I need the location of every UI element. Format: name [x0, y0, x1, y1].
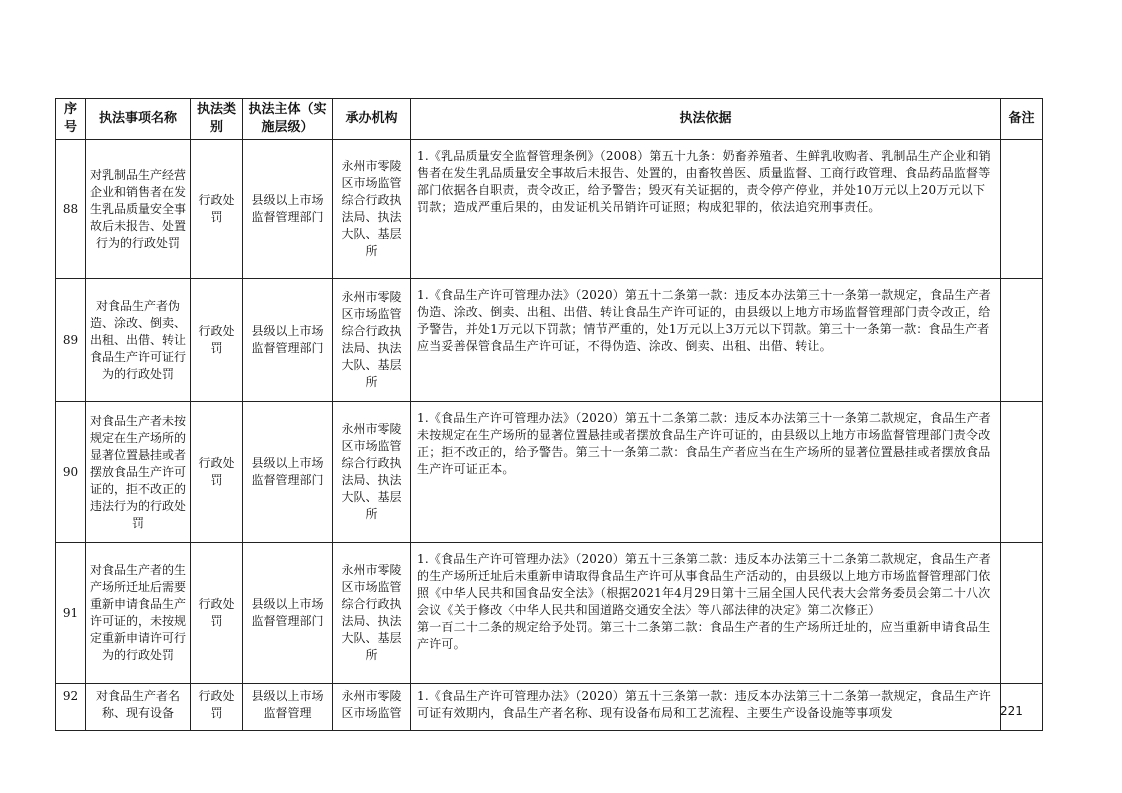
header-subject: 执法主体（实施层级） [243, 99, 333, 140]
basis-paragraph: 1.《乳品质量安全监督管理条例》（2008）第五十九条：奶畜养殖者、生鲜乳收购者、乳制品生产企业和销售者在发生乳品质量安全事故后未报告、处置的，由畜牧兽医、质量监督、工商行政管理、食品药品监督等部门依据各自职责，责令改正，给予警告；毁灭有关证据的，责令停产停业，并处10万元以上20万元以下罚款；造成严重后果的，由发证机关吊销许可证照；构成犯罪的，依法追究刑事责任。 [417, 149, 991, 214]
header-seq: 序号 [56, 99, 86, 140]
table-row [56, 684, 1043, 731]
row-basis [411, 140, 1001, 279]
row-agency: 永州市零陵区市场监管综合行政执法局、执法大队、基层所 [333, 140, 411, 279]
row-name: 对食品生产者名称、现有设备 [86, 684, 191, 731]
table-header-row [56, 99, 1043, 140]
row-remark [1001, 140, 1043, 279]
row-agency: 永州市零陵区市场监管综合行政执法局、执法大队、基层所 [333, 543, 411, 684]
row-basis [411, 279, 1001, 402]
table-row [56, 543, 1043, 684]
enforcement-table [55, 98, 1043, 731]
row-basis [411, 402, 1001, 543]
basis-paragraph: 1.《食品生产许可管理办法》（2020）第五十二条第二款：违反本办法第三十一条第二款规定，食品生产者未按规定在生产场所的显著位置悬挂或者摆放食品生产许可证的，由县级以上地方市场监督管理部门责令改正；拒不改正的，给予警告。第三十一条第二款：食品生产者应当在生产场所的显著位置悬挂或者摆放食品生产许可证正本。 [417, 411, 991, 476]
row-name: 对食品生产者的生产场所迁址后需要重新申请食品生产许可证的，未按规定重新申请许可行为的行政处罚 [86, 543, 191, 684]
row-seq: 89 [56, 279, 86, 402]
row-remark [1001, 279, 1043, 402]
row-agency: 永州市零陵区市场监管 [333, 684, 411, 731]
basis-paragraph: 1.《食品生产许可管理办法》（2020）第五十三条第二款：违反本办法第三十二条第二款规定，食品生产者的生产场所迁址后未重新申请取得食品生产许可从事食品生产活动的，由县级以上地方市场监督管理部门依照《中华人民共和国食品安全法》（根据2021年4月29日第十三届全国人民代表大会常务委员会第二十八次会议《关于修改〈中华人民共和国道路交通安全法〉等八部法律的决定》第二次修正） [417, 552, 991, 617]
basis-paragraph: 第一百二十二条的规定给予处罚。第三十二条第二款：食品生产者的生产场所迁址的，应当重新申请食品生产许可。 [417, 620, 991, 651]
row-subject: 县级以上市场监督管理部门 [243, 279, 333, 402]
row-category: 行政处罚 [191, 402, 243, 543]
row-agency: 永州市零陵区市场监管综合行政执法局、执法大队、基层所 [333, 402, 411, 543]
row-remark [1001, 402, 1043, 543]
basis-paragraph: 1.《食品生产许可管理办法》（2020）第五十二条第一款：违反本办法第三十一条第一款规定，食品生产者伪造、涂改、倒卖、出租、出借、转让食品生产许可证的，由县级以上地方市场监督管理部门责令改正，给予警告，并处1万元以下罚款；情节严重的，处1万元以上3万元以下罚款。第三十一条第一款：食品生产者应当妥善保管食品生产许可证，不得伪造、涂改、倒卖、出租、出借、转让。 [417, 288, 991, 353]
row-subject: 县级以上市场监督管理部门 [243, 402, 333, 543]
basis-paragraph: 1.《食品生产许可管理办法》（2020）第五十三条第一款：违反本办法第三十二条第一款规定，食品生产许可证有效期内，食品生产者名称、现有设备布局和工艺流程、主要生产设备设施等事项发 [417, 689, 991, 720]
row-basis [411, 684, 1001, 731]
table-row [56, 279, 1043, 402]
row-subject: 县级以上市场监督管理部门 [243, 543, 333, 684]
header-agency: 承办机构 [333, 99, 411, 140]
table-row [56, 402, 1043, 543]
row-category: 行政处罚 [191, 684, 243, 731]
row-remark [1001, 543, 1043, 684]
row-agency: 永州市零陵区市场监管综合行政执法局、执法大队、基层所 [333, 279, 411, 402]
row-seq: 92 [56, 684, 86, 731]
row-category: 行政处罚 [191, 140, 243, 279]
header-category: 执法类别 [191, 99, 243, 140]
row-name: 对食品生产者未按规定在生产场所的显著位置悬挂或者摆放食品生产许可证的，拒不改正的违法行为的行政处罚 [86, 402, 191, 543]
row-category: 行政处罚 [191, 543, 243, 684]
row-name: 对食品生产者伪造、涂改、倒卖、出租、出借、转让食品生产许可证行为的行政处罚 [86, 279, 191, 402]
header-name: 执法事项名称 [86, 99, 191, 140]
row-subject: 县级以上市场监督管理 [243, 684, 333, 731]
row-seq: 90 [56, 402, 86, 543]
row-category: 行政处罚 [191, 279, 243, 402]
row-basis [411, 543, 1001, 684]
row-subject: 县级以上市场监督管理部门 [243, 140, 333, 279]
page-number: 221 [1000, 704, 1023, 718]
row-seq: 88 [56, 140, 86, 279]
row-seq: 91 [56, 543, 86, 684]
header-basis: 执法依据 [411, 99, 1001, 140]
header-remark: 备注 [1001, 99, 1043, 140]
table-row [56, 140, 1043, 279]
row-name: 对乳制品生产经营企业和销售者在发生乳品质量安全事故后未报告、处置行为的行政处罚 [86, 140, 191, 279]
